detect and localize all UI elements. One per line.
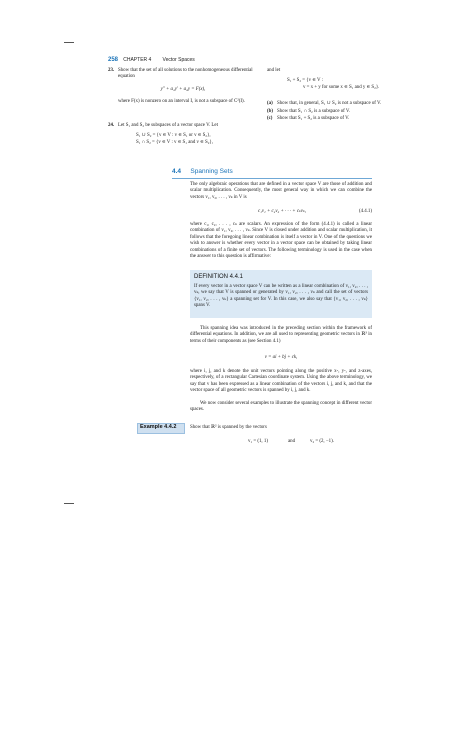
section-rule [172,178,372,179]
and-let-text: and let [267,68,281,73]
part-c-label: (c) [267,115,273,121]
part-a-label: (a) [267,101,273,107]
body-paragraph-1: This spanning idea was introduced in the preceding section within the framework of differential equations. In addition, we are all used to representing geometric vectors in ℝ³ in terms of their components as (see Section 4.1) [190,326,372,344]
example-and: and [288,439,296,444]
sum-definition-line2: v = x + y for some x ∈ S₁ and y ∈ S₂}. [303,84,380,90]
sum-definition-line1: S₁ + S₂ = {v ∈ V : [287,78,324,84]
crop-mark-bottom [64,503,74,504]
definition-label: DEFINITION 4.4.1 [194,274,244,280]
equation-number: (4.4.1) [358,209,372,214]
exercise-24-intersection: S₁ ∩ S₂ = {v ∈ V : v ∈ S₁ and v ∈ S₂}, [136,139,213,145]
section-number: 4.4 [172,168,182,175]
section-heading [172,168,372,178]
linear-combination-equation: c₁v₁ + c₂v₂ + · · · + cₖvₖ, [258,209,306,214]
exercise-24-number: 24. [108,123,115,128]
running-header [108,57,368,66]
chapter-label: CHAPTER 4 [123,57,152,63]
part-b-text: Show that S₁ ∩ S₂ is a subspace of V. [277,108,351,114]
part-b-label: (b) [267,108,273,114]
part-a [267,101,407,107]
exercise-23-number: 23. [108,68,115,73]
vector-v1: v₁ = (1, 1) [248,439,268,444]
example-text: Show that ℝ² is spanned by the vectors [190,425,267,430]
exercise-23-equation: y″ + a₁y′ + a₂y = F(x), [160,86,206,92]
example-label: Example 4.4.2 [140,424,177,430]
exercise-24-union: S₁ ∪ S₂ = {v ∈ V : v ∈ S₁ or v ∈ S₂}, [136,133,211,139]
body-paragraph-2: where i, j, and k denote the unit vectors pointing along the positive x-, y-, and z-axes, respectively, of a rectangular Cartesian coordinate system. Using the above terminology, we say that v has been expressed as a linear combination of the vectors i, j, and k, and that the vector space of all geometric vectors is spanned by i, j, and k. [190,369,372,394]
section-intro: The only algebraic operations that are defined in a vector space V are those of addition and scalar multiplication. Consequently, the most general way in which we can combine the vectors v₁, v₂, . . . , vₖ in V is [190,182,372,200]
section-title: Spanning Sets [190,168,233,175]
crop-mark-top [64,42,74,43]
exercise-24-text: Let S₁ and S₂ be subspaces of a vector space V. Let [118,123,218,128]
part-c [267,116,407,122]
definition-text: If every vector in a vector space V can be written as a linear combination of v₁, v₂, . . . , vₖ, we say that V is spanned or generated by v₁, v₂, . . . , vₖ and call the set of vectors {v₁, v₂, . . . , vₖ} a spanning set for V. In this case, we also say that {v₁, v₂, . . . , vₖ} spans V. [194,284,368,309]
vector-v2: v₂ = (2, −1). [310,439,334,444]
equation-4-4-1 [190,209,372,217]
exercise-24 [108,123,258,146]
exercise-23-text: Show that the set of all solutions to the nonhomogeneous differential equation [118,68,253,80]
section-after-equation: where c₁, c₂, . . . , cₖ are scalars. An expression of the form (4.4.1) is called a linear combination of v₁, v₂, . . . , vₖ. Since V is closed under addition and scalar multiplication, it follows that the foregoing linear combination is itself a vector in V. One of the questions we wish to answer is whether every vector in a vector space can be obtained by taking linear combinations of a finite set of vectors. The following terminology is used in the case when the answer to this question is affirmative: [190,222,372,259]
chapter-title: Vector Spaces [162,57,195,63]
exercise-23-where: where F(x) is nonzero on an interval I, is not a subspace of C²(I). [118,99,245,105]
part-a-text: Show that, in general, S₁ ∪ S₂ is not a subspace of V. [277,101,382,107]
part-c-text: Show that S₁ + S₂ is a subspace of V. [277,115,350,121]
geometric-vector-equation: v = ai + bj + ck, [264,355,298,360]
exercise-24-continued [267,68,407,122]
page-number: 258 [108,57,119,63]
exercise-23 [108,68,258,106]
part-b [267,109,407,115]
body-paragraph-3: We now consider several examples to illustrate the spanning concept in different vector spaces. [190,401,372,413]
